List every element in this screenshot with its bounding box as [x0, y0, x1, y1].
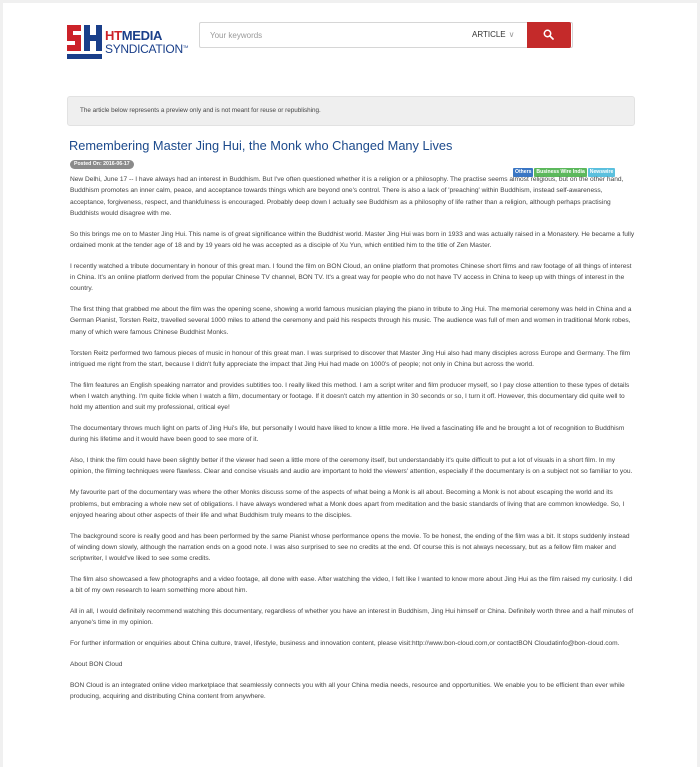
- preview-notice-text: The article below represents a preview only and is not meant for reuse or republishing.: [80, 107, 321, 114]
- article-section-heading: About BON Cloud: [70, 661, 123, 668]
- site-logo[interactable]: [67, 22, 189, 62]
- posted-date-badge: Posted On: 2016-06-17: [70, 160, 134, 169]
- tag-newswire[interactable]: Newswire: [589, 169, 614, 175]
- logo-tm: TM: [182, 44, 189, 49]
- article-paragraph: So this brings me on to Master Jing Hui. This name is of great significance within the Buddhist world. Master Jing Hui was born in 1933 and was actually raised in a Monastery. He became a fully ordained monk at the tender age of 18 and by 19 years old he was accepted as a disciple of Xu Yun, which entitled him to the title of Zen Master.: [70, 230, 635, 249]
- article-paragraph: I recently watched a tribute documentary in honour of this great man. I found the film on BON Cloud, an online platform that promotes Chinese short films and raw footage of all things of interest in China. It's an online platform derived from the popular Chinese TV channel, BON TV. It's a great way for people who do not have TV access in China to keep up with things of interest in the country.: [70, 262, 632, 293]
- search-type-dropdown[interactable]: [472, 23, 524, 47]
- search-type-value: ARTICLE: [472, 30, 506, 39]
- tag-business-wire-india[interactable]: Business Wire India: [536, 169, 585, 175]
- preview-notice: [67, 96, 635, 126]
- article-paragraph: The film also showcased a few photographs and a video footage, all done with ease. After watching the video, I felt like I wanted to know more about Jing Hui as the film raised my curiosity. I did a bit of my own research to learn something more about him.: [70, 576, 633, 595]
- article-paragraph: For further information or enquiries about China culture, travel, lifestyle, business and innovation content, please visit:http://www.bon-cloud.com,or contactBON Cloudatinfo@bon-cloud.com.: [70, 640, 620, 648]
- search-button[interactable]: [527, 22, 571, 48]
- article-paragraph: Also, I think the film could have been slightly better if the viewer had seen a little more of the ceremony itself, but understandably it's quite difficult to put a lot of visuals in a short film. In my opinion, the filming techniques were flawless. Clear and concise visuals and audio are important to hold the viewers' attention, especially if the documentary is on a subject not so familiar to you.: [70, 457, 633, 476]
- article-paragraph: My favourite part of the documentary was where the other Monks discuss some of the aspects of what being a Monk is all about. Becoming a Monk is not about escaping the world and its problems, but embracing a whole new set of obligations. I have always wondered what a Monk does apart from meditation and the basic standards of living that are common knowledge. So, I enjoyed hearing about other aspects of their life and what Buddhism truly means to the disciples.: [70, 489, 625, 519]
- logo-wordmark: HTMEDIA: [105, 28, 163, 43]
- article-paragraph: All in all, I would definitely recommend watching this documentary, regardless of whether you have an interest in Buddhism, Jing Hui himself or China. Definitely worth three and a half minutes of anyone's time in my opinion.: [70, 608, 634, 627]
- article-paragraph: The documentary throws much light on parts of Jing Hui's life, but personally I would have liked to know a little more. He lived a fascinating life and he brought a lot of recognition to Buddhism during his lifetime and it would have been good to see more of it.: [70, 425, 625, 444]
- page: [3, 3, 697, 767]
- article-paragraph: The first thing that grabbed me about the film was the opening scene, showing a world famous musician playing the piano in tribute to Jing Hui. The memorial ceremony was held in China and a German Pianist, Torsten Reitz, travelled several 1000 miles to attend the ceremony and paid his respects through his music. The audience was full of men and women in traditional Monk robes, many of which were famous Chinese Buddhist Monks.: [70, 306, 632, 336]
- article-title: Remembering Master Jing Hui, the Monk who Changed Many Lives: [69, 138, 453, 153]
- article-paragraph: BON Cloud is an integrated online video marketplace that seamlessly connects you with all your China media needs, resource and opportunities. We enable you to be efficient than ever while producing, acquiring and distributing China content from anywhere.: [70, 681, 625, 701]
- search-input[interactable]: [200, 23, 462, 47]
- search-icon: [543, 29, 554, 40]
- site-header: [3, 3, 697, 65]
- article-paragraph: The film features an English speaking narrator and provides subtitles too. I really liked this method. I am a script writer and film producer myself, so I pay close attention to these types of details when I watch anything. I'm quite fickle when I watch a film, documentary or footage. If it doesn't catch my attention in 30 seconds or so, I turn it off. However, this documentary did quite well to hold my attention and suit my professional, critical eye!: [70, 381, 630, 412]
- chevron-down-icon: ∨: [508, 30, 515, 39]
- logo-subtitle: SYNDICATION™: [105, 42, 189, 56]
- article-tags: [512, 160, 615, 175]
- logo-mark-icon: [67, 22, 103, 60]
- search-bar: [199, 22, 573, 48]
- article-paragraph: Torsten Reitz performed two famous pieces of music in honour of this great man. I was surprised to discover that Master Jing Hui also had many disciples across Europe and Germany. The film intrigued me right from the start, because I didn't fully appreciate the impact that Jing Hui had made on 1000's of people; not only in China but across the world.: [70, 349, 631, 368]
- article-paragraph: New Delhi, June 17 -- I have always had an interest in Buddhism. But I've often questioned whether it is a religion or a philosophy. The practise seems almost religious, but on the other hand, Buddhism promotes an inner calm, peace, and acceptance towards things which are beyond one's control. There is also a lack of 'preaching' within Buddhism, instead self-awareness, acceptance, forgiveness, respect, and thankfulness is encouraged. Probably deep down I actually see Buddhism as a philosophy of life rather than a religion, although perhaps practising Buddhists would disagree with me.: [70, 176, 624, 217]
- tag-others[interactable]: Others: [515, 169, 532, 175]
- article-body: [70, 174, 636, 702]
- article-paragraph: The background score is really good and has been performed by the same Pianist whose performance opens the movie. To be honest, the ending of the film was a bit. It stops suddenly instead of winding down slowly, although the narration ends on a good note. I was also surprised to see no credits at the end. Of course this is not always necessary, but as a fellow film maker and scriptwriter, I would've liked to see some credits.: [70, 532, 630, 563]
